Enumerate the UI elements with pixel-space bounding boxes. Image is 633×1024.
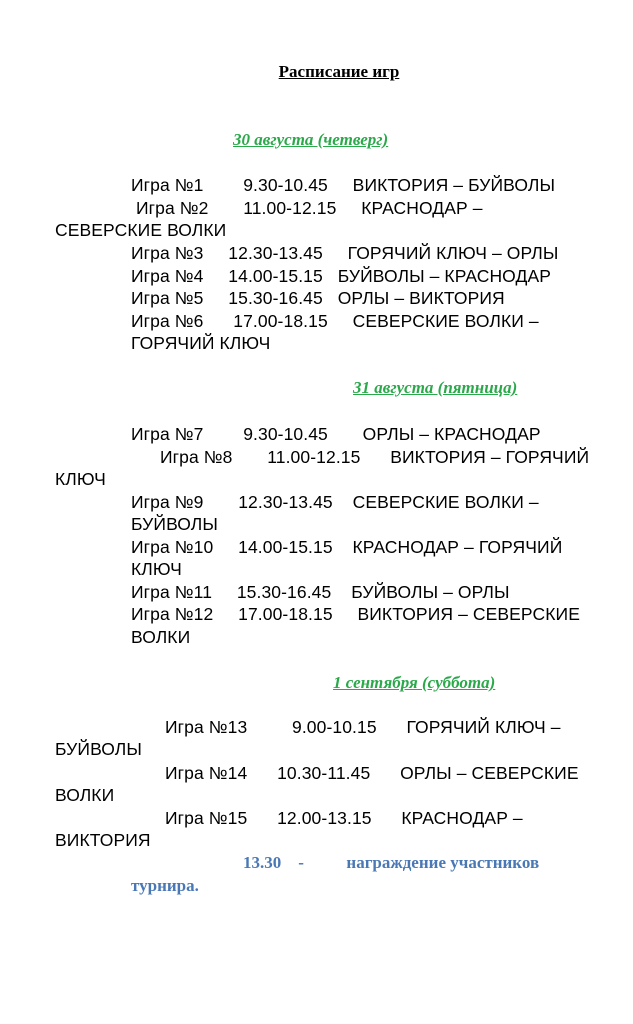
- schedule-line: Игра №10 14.00-15.15 КРАСНОДАР – ГОРЯЧИЙ: [131, 537, 563, 557]
- schedule-line: ВОЛКИ: [131, 627, 191, 647]
- schedule-line: Игра №12 17.00-18.15 ВИКТОРИЯ – СЕВЕРСКИЕ: [131, 604, 580, 624]
- schedule-line: Игра №4 14.00-15.15 БУЙВОЛЫ – КРАСНОДАР: [131, 266, 552, 286]
- schedule-line: Игра №7 9.30-10.45 ОРЛЫ – КРАСНОДАР: [131, 424, 541, 444]
- schedule-line: Игра №11 15.30-16.45 БУЙВОЛЫ – ОРЛЫ: [131, 582, 510, 602]
- schedule-line: КЛЮЧ: [55, 469, 106, 489]
- schedule-line: Игра №15 12.00-13.15 КРАСНОДАР –: [165, 808, 523, 828]
- day-heading-3: 1 сентября (суббота): [333, 673, 496, 692]
- schedule-line: ВОЛКИ: [55, 785, 115, 805]
- schedule-line: ВИКТОРИЯ: [55, 830, 151, 850]
- schedule-line: Игра №6 17.00-18.15 СЕВЕРСКИЕ ВОЛКИ –: [131, 311, 539, 331]
- schedule-line: ГОРЯЧИЙ КЛЮЧ: [131, 333, 271, 353]
- award-line: турнира.: [131, 876, 199, 895]
- schedule-line: Игра №1 9.30-10.45 ВИКТОРИЯ – БУЙВОЛЫ: [131, 175, 556, 195]
- schedule-line: Игра №8 11.00-12.15 ВИКТОРИЯ – ГОРЯЧИЙ: [160, 447, 590, 467]
- schedule-line: Игра №13 9.00-10.15 ГОРЯЧИЙ КЛЮЧ –: [165, 717, 561, 737]
- page-title: Расписание игр: [278, 62, 400, 81]
- schedule-line: Игра №14 10.30-11.45 ОРЛЫ – СЕВЕРСКИЕ: [165, 763, 579, 783]
- schedule-line: Игра №9 12.30-13.45 СЕВЕРСКИЕ ВОЛКИ –: [131, 492, 539, 512]
- schedule-line: СЕВЕРСКИЕ ВОЛКИ: [55, 220, 227, 240]
- day-heading-1: 30 августа (четверг): [233, 130, 389, 149]
- schedule-line: Игра №2 11.00-12.15 КРАСНОДАР –: [131, 198, 483, 218]
- schedule-line: БУЙВОЛЫ: [55, 739, 142, 759]
- schedule-line: КЛЮЧ: [131, 559, 182, 579]
- award-line: 13.30 - награждение участников: [243, 853, 540, 872]
- schedule-line: Игра №3 12.30-13.45 ГОРЯЧИЙ КЛЮЧ – ОРЛЫ: [131, 243, 559, 263]
- day-heading-2: 31 августа (пятница): [353, 378, 518, 397]
- schedule-line: Игра №5 15.30-16.45 ОРЛЫ – ВИКТОРИЯ: [131, 288, 505, 308]
- schedule-line: БУЙВОЛЫ: [131, 514, 218, 534]
